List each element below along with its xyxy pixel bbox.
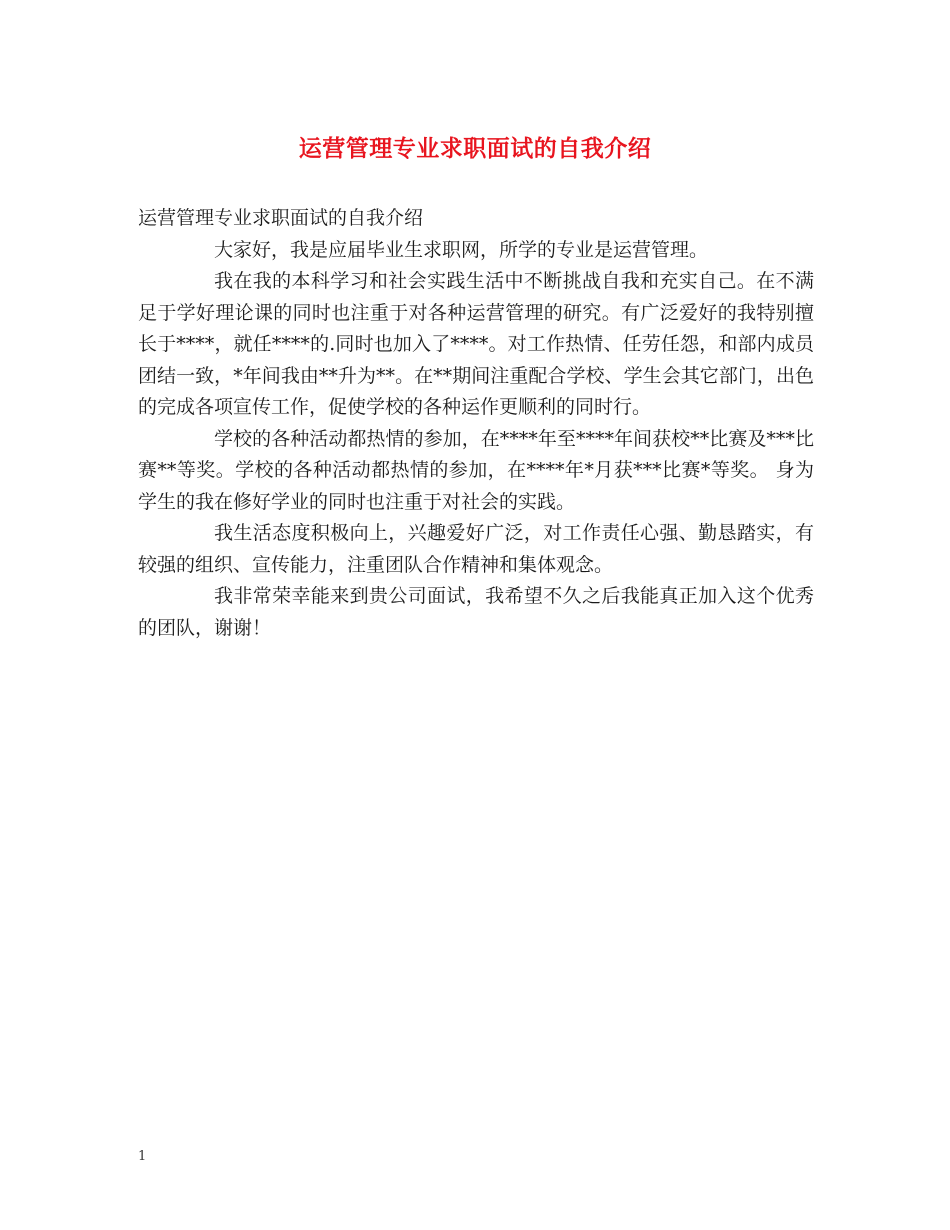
- paragraph-attitude: 我生活态度积极向上，兴趣爱好广泛，对工作责任心强、勤恳踏实，有较强的组织、宣传能力，注重团队合作精神和集体观念。: [138, 522, 814, 576]
- document-subtitle: 运营管理专业求职面试的自我介绍: [138, 207, 424, 229]
- document-body: [138, 203, 814, 644]
- document-title: 运营管理专业求职面试的自我介绍: [298, 135, 652, 162]
- paragraph-activities: 学校的各种活动都热情的参加，在****年至****年间获校**比赛及***比赛**等奖。学校的各种活动都热情的参加，在****年*月获***比赛*等奖。 身为学生的我在修好学业的同时也注重于对社会的实践。: [138, 427, 814, 513]
- page-number: 1: [138, 1149, 147, 1164]
- paragraph-greeting: 大家好，我是应届毕业生求职网，所学的专业是运营管理。: [214, 238, 709, 261]
- paragraph-study-experience: 我在我的本科学习和社会实践生活中不断挑战自我和充实自己。在不满足于学好理论课的同时也注重于对各种运营管理的研究。有广泛爱好的我特别擅长于****，就任****的.同时也加入了****。对工作热情、任劳任怨，和部内成员团结一致，*年间我由**升为**。在**期间注重配合学校、学生会其它部门，出色的完成各项宣传工作，促使学校的各种运作更顺利的同时行。: [138, 270, 814, 418]
- paragraph-closing: 我非常荣幸能来到贵公司面试，我希望不久之后我能真正加入这个优秀的团队，谢谢！: [138, 585, 814, 639]
